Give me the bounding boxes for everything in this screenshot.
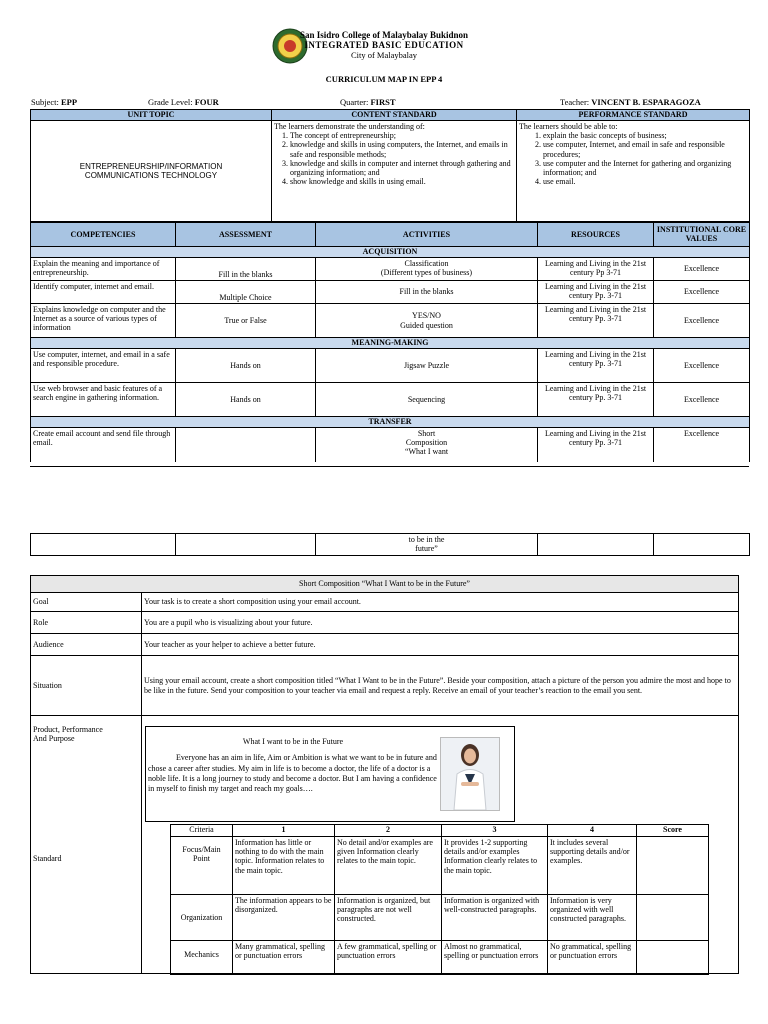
rubric-cell: Information is very organized with well constructed paragraphs. [548, 895, 637, 941]
rubric-cell: Information has little or nothing to do with the main topic. Information relates to the main topic. [233, 837, 335, 895]
level-3-header: 3 [442, 825, 548, 837]
grade-field [148, 98, 219, 108]
competencies-header: COMPETENCIES [31, 223, 176, 247]
content-item: 2. knowledge and skills in using computers, the Internet, and emails in safe and responsible methods; [290, 140, 514, 158]
score-header: Score [637, 825, 709, 837]
rubric-cell: Many grammatical, spelling or punctuation errors [233, 941, 335, 975]
resource-cell: Learning and Living in the 21st century Pp. 3-71 [538, 383, 654, 417]
assessment-header: ASSESSMENT [176, 223, 316, 247]
activity-line: Guided question [400, 320, 453, 330]
rubric-cell: No grammatical, spelling or punctuation errors [548, 941, 637, 975]
table-row [171, 837, 709, 895]
essay-title: What I want to be in the Future [242, 737, 344, 746]
table-row [31, 428, 750, 462]
performance-standard-cell [517, 121, 750, 222]
core-value-cell: Excellence [654, 258, 750, 281]
competency-cell: Identify computer, internet and email. [31, 281, 176, 304]
acquisition-row: ACQUISITION [31, 247, 750, 258]
product-label-2: And Purpose [33, 734, 75, 744]
goal-value: Your task is to create a short composition using your email account. [142, 593, 739, 612]
activity-line: YES/NO [412, 311, 441, 321]
goal-label: Goal [31, 593, 142, 612]
competency-cell: Use web browser and basic features of a search engine in gathering information. [31, 383, 176, 417]
score-cell [637, 837, 709, 895]
transfer-row: TRANSFER [31, 417, 750, 428]
subject-value: EPP [60, 97, 78, 107]
core-value-cell: Excellence [654, 304, 750, 338]
assessment-cell [176, 428, 316, 462]
resources-header: RESOURCES [538, 223, 654, 247]
assessment-cell: True or False [176, 304, 316, 338]
resource-cell: Learning and Living in the 21st century Pp 3-71 [538, 258, 654, 281]
subject-label: Subject: [31, 97, 59, 107]
criteria-cell: Organization [171, 895, 233, 941]
document-title: CURRICULUM MAP IN EPP 4 [325, 74, 443, 84]
rubric-cell: It provides 1-2 supporting details and/or examples Information clearly relates to the main topic. [442, 837, 548, 895]
resource-cell: Learning and Living in the 21st century Pp. 3-71 [538, 281, 654, 304]
activity-cell: Jigsaw Puzzle [316, 349, 538, 383]
department-name: INTEGRATED BASIC EDUCATION [304, 40, 464, 51]
situation-label: Situation [31, 656, 142, 716]
table-row [31, 304, 750, 338]
activity-line: Composition [405, 438, 448, 448]
table-row [31, 281, 750, 304]
activity-cell [316, 304, 538, 338]
table-row [31, 349, 750, 383]
quarter-label: Quarter: [340, 97, 369, 107]
quarter-field [340, 98, 396, 108]
essay-text-area [148, 737, 438, 795]
score-cell [637, 941, 709, 975]
performance-item: 4. use email. [543, 177, 747, 186]
table-row [31, 383, 750, 417]
resource-cell: Learning and Living in the 21st century Pp. 3-71 [538, 304, 654, 338]
level-1-header: 1 [233, 825, 335, 837]
score-cell [637, 895, 709, 941]
grade-value: FOUR [194, 97, 219, 107]
unit-topic-header: UNIT TOPIC [31, 110, 272, 121]
competency-cell: Use computer, internet, and email in a safe and responsible procedure. [31, 349, 176, 383]
table-row [171, 895, 709, 941]
assessment-cell: Fill in the blanks [176, 258, 316, 281]
assessment-cell: Hands on [176, 349, 316, 383]
resource-cell: Learning and Living in the 21st century Pp. 3-71 [538, 349, 654, 383]
resource-cell: Learning and Living in the 21st century Pp. 3-71 [538, 428, 654, 462]
performance-intro: The learners should be able to: [519, 122, 618, 131]
city-name: City of Malaybalay [350, 49, 418, 60]
activity-cell [316, 258, 538, 281]
situation-value: Using your email account, create a short composition titled “What I Want to be in the Future”. Beside your composition, attach a picture of the person you admire the most and hope to be like in the future. Send your composition to your teacher via email and request a reply. Receive an email of your teacher’s reaction to the email you sent. [142, 656, 739, 716]
core-value-cell: Excellence [654, 383, 750, 417]
rubric-cell: Almost no grammatical, spelling or punctuation errors [442, 941, 548, 975]
performance-item: 3. use computer and the Internet for gathering and organizing information; and [543, 159, 747, 177]
activity-line: Classification [404, 259, 449, 268]
core-value-cell: Excellence [654, 349, 750, 383]
competency-cell: Create email account and send file through email. [31, 428, 176, 462]
activity-line: future” [415, 544, 438, 554]
doctor-photo [440, 737, 500, 811]
table-row [31, 258, 750, 281]
activity-line: (Different types of business) [380, 268, 473, 278]
competency-cell: Explain the meaning and importance of entrepreneurship. [31, 258, 176, 281]
content-item: 3. knowledge and skills in computer and internet through gathering and organizing information; and [290, 159, 514, 177]
rubric-cell: No detail and/or examples are given Information clearly relates to the main topic. [335, 837, 442, 895]
content-intro: The learners demonstrate the understanding of: [274, 122, 425, 131]
activity-line: “What I want [404, 447, 449, 457]
subject-field [31, 98, 77, 108]
teacher-label: Teacher: [560, 97, 590, 107]
curriculum-map-table [30, 222, 750, 462]
standards-table [30, 109, 750, 222]
core-value-cell: Excellence [654, 281, 750, 304]
essay-box [145, 726, 515, 822]
essay-body: Everyone has an aim in life, Aim or Ambition is what we want to be in future and chose a career after studies. My aim in life is to become a doctor, the life of a doctor is a noble life. It is a long journey to study and become a doctor. But I am having a confidence in myself to finish my target and reach my goals…. [148, 753, 437, 794]
activity-cell: Fill in the blanks [316, 281, 538, 304]
meaning-making-row: MEANING-MAKING [31, 338, 750, 349]
role-label: Role [31, 612, 142, 634]
activity-continued-cell [316, 534, 538, 556]
audience-value: Your teacher as your helper to achieve a better future. [142, 634, 739, 656]
content-item: 4. show knowledge and skills in using email. [290, 177, 514, 186]
criteria-cell: Focus/Main Point [171, 837, 233, 895]
criteria-header: Criteria [171, 825, 233, 837]
grade-label: Grade Level: [148, 97, 193, 107]
unit-topic-line2: COMMUNICATIONS TECHNOLOGY [84, 171, 218, 180]
activity-cell [316, 428, 538, 462]
product-standard-labels [31, 716, 142, 974]
performance-item: 2. use computer, Internet, and email in safe and responsible procedures; [543, 140, 747, 158]
competency-cell: Explains knowledge on computer and the Internet as a source of various types of information [31, 304, 176, 338]
table-row [171, 941, 709, 975]
teacher-field [560, 98, 701, 108]
content-standard-cell [272, 121, 517, 222]
activities-header: ACTIVITIES [316, 223, 538, 247]
standard-label: Standard [33, 854, 62, 863]
rubric-cell: Information is organized, but paragraphs are not well constructed. [335, 895, 442, 941]
assessment-cell: Multiple Choice [176, 281, 316, 304]
performance-item: 1. explain the basic concepts of business; [543, 131, 747, 140]
activity-line: Short [417, 429, 436, 438]
core-value-cell: Excellence [654, 428, 750, 462]
role-value: You are a pupil who is visualizing about your future. [142, 612, 739, 634]
rubric-cell: A few grammatical, spelling or punctuation errors [335, 941, 442, 975]
content-standard-header: CONTENT STANDARD [272, 110, 517, 121]
rubric-table [170, 824, 709, 975]
continued-map-table [30, 533, 750, 556]
assessment-cell: Hands on [176, 383, 316, 417]
rubric-cell: It includes several supporting details and/or examples. [548, 837, 637, 895]
unit-topic-cell [31, 121, 272, 222]
product-label-1: Product, Performance [33, 725, 103, 734]
activity-line: to be in the [408, 535, 445, 544]
level-2-header: 2 [335, 825, 442, 837]
activity-cell: Sequencing [316, 383, 538, 417]
college-name: San Isidro College of Malaybalay Bukidnon [299, 30, 469, 40]
rubric-cell: Information is organized with well-constructed paragraphs. [442, 895, 548, 941]
performance-standard-header: PERFORMANCE STANDARD [517, 110, 750, 121]
content-item: 1. The concept of entrepreneurship; [290, 131, 514, 140]
audience-label: Audience [31, 634, 142, 656]
unit-topic-line1: ENTREPRENEURSHIP/INFORMATION [79, 161, 223, 171]
grasps-title: Short Composition “What I Want to be in the Future” [31, 576, 739, 593]
rubric-cell: The information appears to be disorganized. [233, 895, 335, 941]
level-4-header: 4 [548, 825, 637, 837]
criteria-cell: Mechanics [171, 941, 233, 975]
quarter-value: FIRST [370, 97, 396, 107]
teacher-value: VINCENT B. ESPARAGOZA [591, 97, 701, 107]
core-values-header: INSTITUTIONAL CORE VALUES [654, 223, 750, 247]
